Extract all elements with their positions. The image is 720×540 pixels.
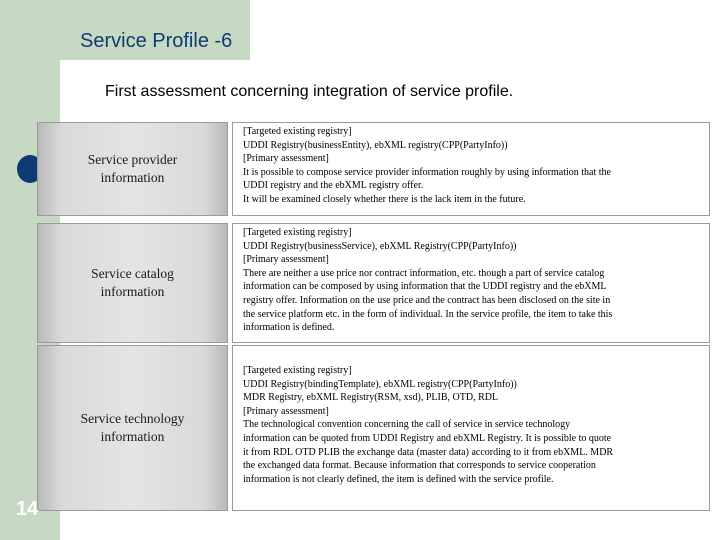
category-cell bbox=[37, 345, 228, 511]
description-line: UDDI registry and the ebXML registry offer. bbox=[243, 180, 424, 192]
description-cell bbox=[232, 223, 710, 343]
table-row-service-technology bbox=[37, 345, 710, 511]
corner-curve bbox=[60, 60, 100, 100]
description-line: [Targeted existing registry] bbox=[243, 227, 352, 238]
page-number: 14 bbox=[16, 498, 39, 520]
description-line: It will be examined closely whether there is the lack item in the future. bbox=[243, 193, 526, 205]
category-label: Service technology information bbox=[80, 411, 185, 444]
description-cell bbox=[232, 122, 710, 216]
description-line: the exchanged data format. Because information that corresponds to service cooperation bbox=[243, 460, 596, 472]
description-cell bbox=[232, 345, 710, 511]
description-line: There are neither a use price nor contract information, etc. though a part of service catalog bbox=[243, 267, 605, 279]
description-line: it from RDL OTD PLIB the exchange data (master data) according to it from ebXML. MDR bbox=[243, 446, 614, 458]
category-label: Service provider information bbox=[87, 152, 178, 185]
slide-title: Service Profile -6 bbox=[80, 30, 233, 52]
description-line: UDDI Registry(businessEntity), ebXML registry(CPP(PartyInfo)) bbox=[243, 139, 508, 151]
description-line: registry offer. Information on the use price and the contract has been disclosed on the site in bbox=[243, 294, 611, 306]
description-line: [Primary assessment] bbox=[243, 153, 329, 165]
slide-subtitle: First assessment concerning integration of service profile. bbox=[105, 83, 514, 100]
description-line: [Primary assessment] bbox=[243, 254, 329, 266]
description-line: The technological convention concerning the call of service in service technology bbox=[243, 419, 571, 431]
table-row-service-catalog bbox=[37, 223, 710, 343]
description-line: information is not clearly defined, the item is defined with the service profile. bbox=[243, 473, 554, 485]
description-line: [Targeted existing registry] bbox=[243, 126, 352, 137]
description-line: information can be composed by using information that the UDDI registry and the ebXML bbox=[243, 281, 607, 293]
description-line: information is defined. bbox=[243, 322, 335, 334]
table-row-service-provider bbox=[37, 122, 710, 216]
description-line: UDDI Registry(bindingTemplate), ebXML registry(CPP(PartyInfo)) bbox=[243, 378, 517, 390]
description-line: [Targeted existing registry] bbox=[243, 365, 352, 376]
description-line: information can be quoted from UDDI Registry and ebXML Registry. It is possible to quote bbox=[243, 432, 612, 444]
description-line: MDR Registry, ebXML Registry(RSM, xsd), PLIB, OTD, RDL bbox=[243, 392, 499, 404]
description-line: It is possible to compose service provider information roughly by using information that the bbox=[243, 166, 611, 178]
description-line: UDDI Registry(businessService), ebXML Registry(CPP(PartyInfo)) bbox=[243, 240, 517, 252]
description-line: [Primary assessment] bbox=[243, 405, 329, 417]
category-label: Service catalog information bbox=[91, 266, 174, 299]
category-cell bbox=[37, 122, 228, 216]
category-cell bbox=[37, 223, 228, 343]
description-line: the service platform etc. in the form of individual. In the service profile, the item to take this bbox=[243, 308, 613, 320]
